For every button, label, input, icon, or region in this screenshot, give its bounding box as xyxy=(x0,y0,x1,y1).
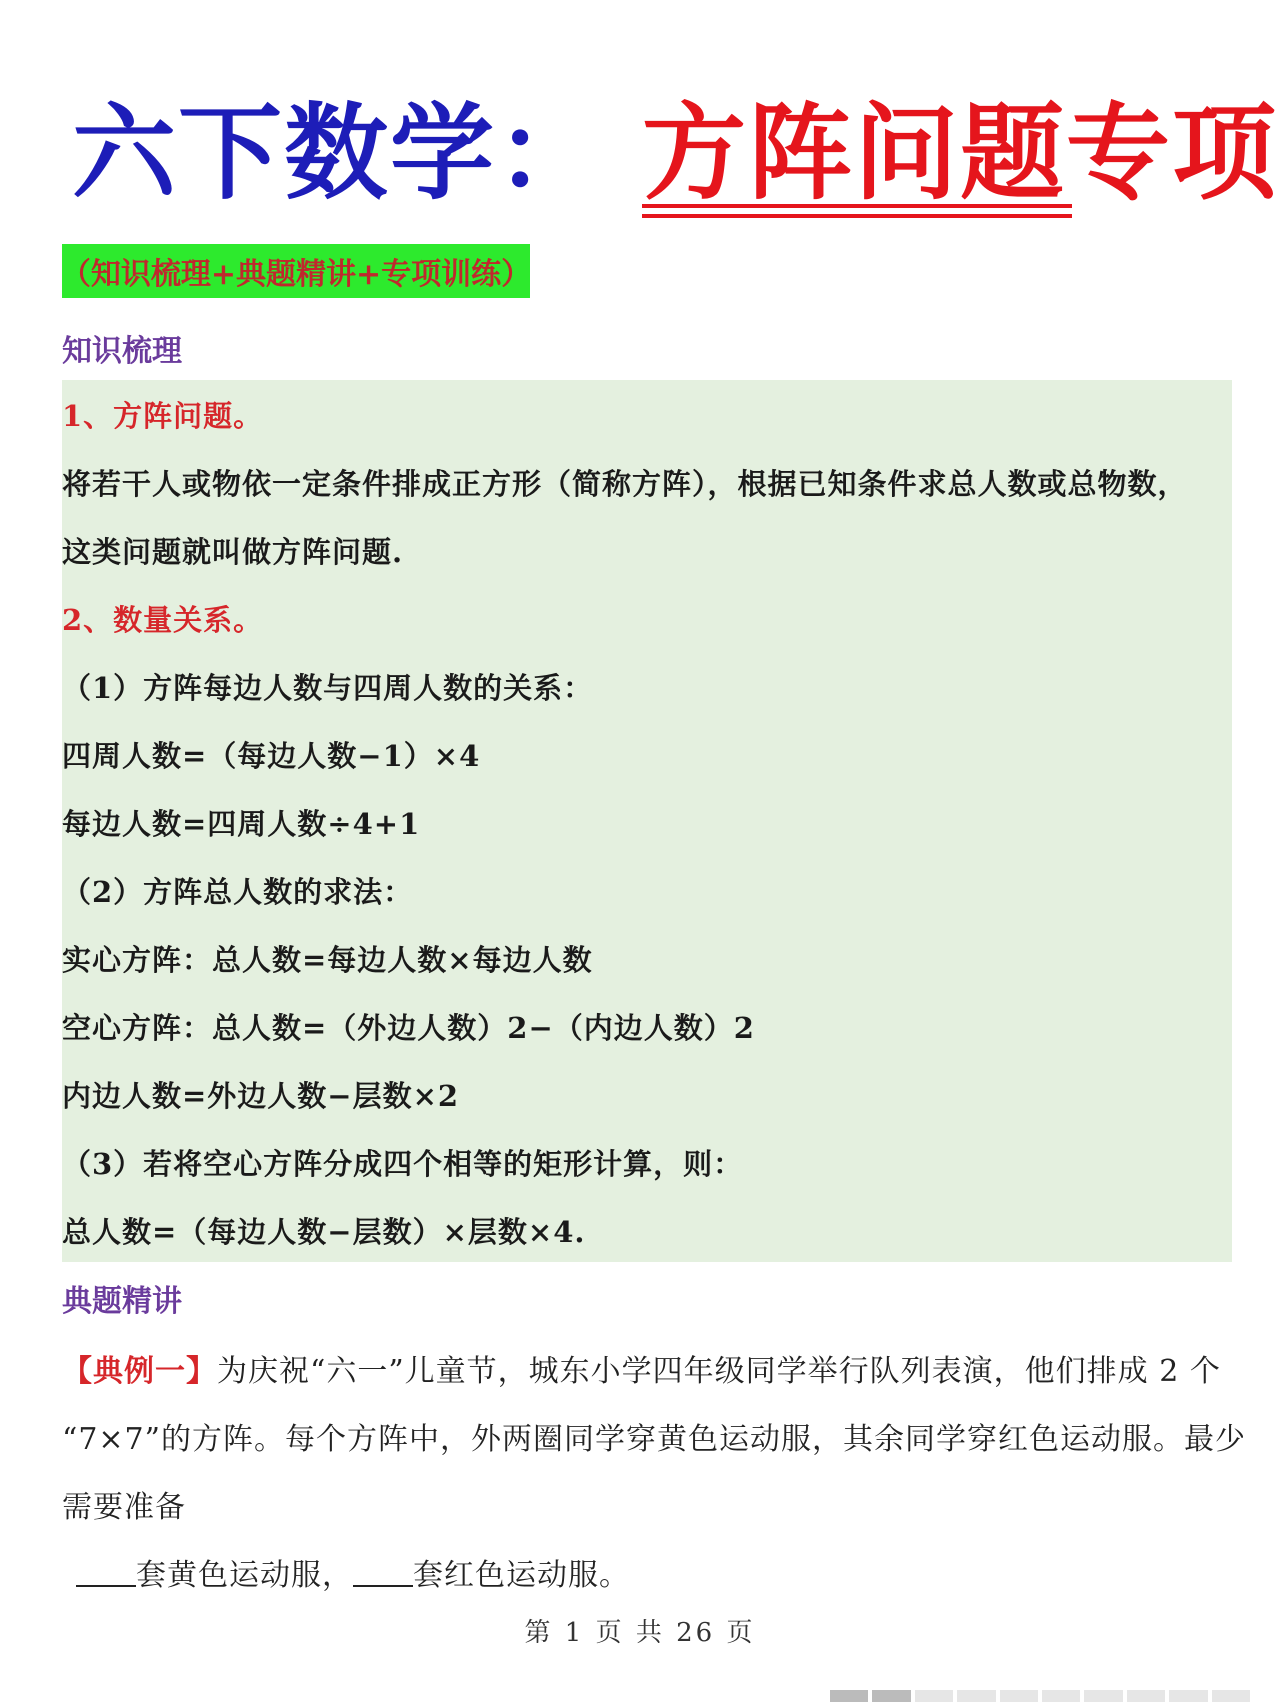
example-tag: 【典例一】 xyxy=(62,1354,217,1389)
formula-line: 四周人数=（每边人数−1）×4 xyxy=(62,739,481,773)
subtitle-badge: （知识梳理+典题精讲+专项训练） xyxy=(62,244,530,298)
example-text: 套红色运动服。 xyxy=(413,1558,630,1593)
formula-line: 实心方阵：总人数=每边人数×每边人数 xyxy=(62,943,593,977)
title-double-underline xyxy=(642,204,1072,218)
knowledge-heading-1: 1、方阵问题。 xyxy=(62,399,264,433)
example-text: 套黄色运动服， xyxy=(136,1558,353,1593)
example-line-4 xyxy=(76,1550,630,1594)
knowledge-line: 将若干人或物依一定条件排成正方形（简称方阵），根据已知条件求总人数或总物数， xyxy=(62,467,1188,501)
page-scroll-indicator[interactable] xyxy=(830,1690,1250,1702)
section-heading-knowledge: 知识梳理 xyxy=(62,334,182,369)
page-footer: 第 1 页 共 26 页 xyxy=(524,1618,756,1648)
knowledge-line: （1）方阵每边人数与四周人数的关系： xyxy=(62,671,594,705)
answer-blank-yellow[interactable] xyxy=(76,1557,136,1587)
answer-blank-red[interactable] xyxy=(353,1557,413,1587)
example-line-2: “7×7”的方阵。每个方阵中，外两圈同学穿黄色运动服，其余同学穿红色运动服。最少 xyxy=(62,1422,1246,1457)
section-heading-examples: 典题精讲 xyxy=(62,1284,182,1319)
formula-line: 总人数=（每边人数−层数）×层数×4. xyxy=(62,1215,586,1249)
page-title xyxy=(72,88,1279,238)
title-part-red: 方阵问题专项 xyxy=(642,92,1279,214)
title-red-wrap xyxy=(642,88,1278,218)
example-line-1 xyxy=(62,1346,1221,1390)
example-line-3: 需要准备 xyxy=(62,1490,186,1525)
formula-line: 每边人数=四周人数÷4+1 xyxy=(62,807,421,841)
knowledge-line: （2）方阵总人数的求法： xyxy=(62,875,414,909)
knowledge-line: （3）若将空心方阵分成四个相等的矩形计算，则： xyxy=(62,1147,744,1181)
knowledge-line: 这类问题就叫做方阵问题. xyxy=(62,535,404,569)
knowledge-heading-2: 2、数量关系。 xyxy=(62,603,264,637)
example-text: 为庆祝“六一”儿童节，城东小学四年级同学举行队列表演，他们排成 2 个 xyxy=(217,1354,1221,1389)
formula-line: 内边人数=外边人数−层数×2 xyxy=(62,1079,460,1113)
formula-line: 空心方阵：总人数=（外边人数）2−（内边人数）2 xyxy=(62,1011,755,1045)
title-part-blue: 六下数学： xyxy=(72,92,603,214)
